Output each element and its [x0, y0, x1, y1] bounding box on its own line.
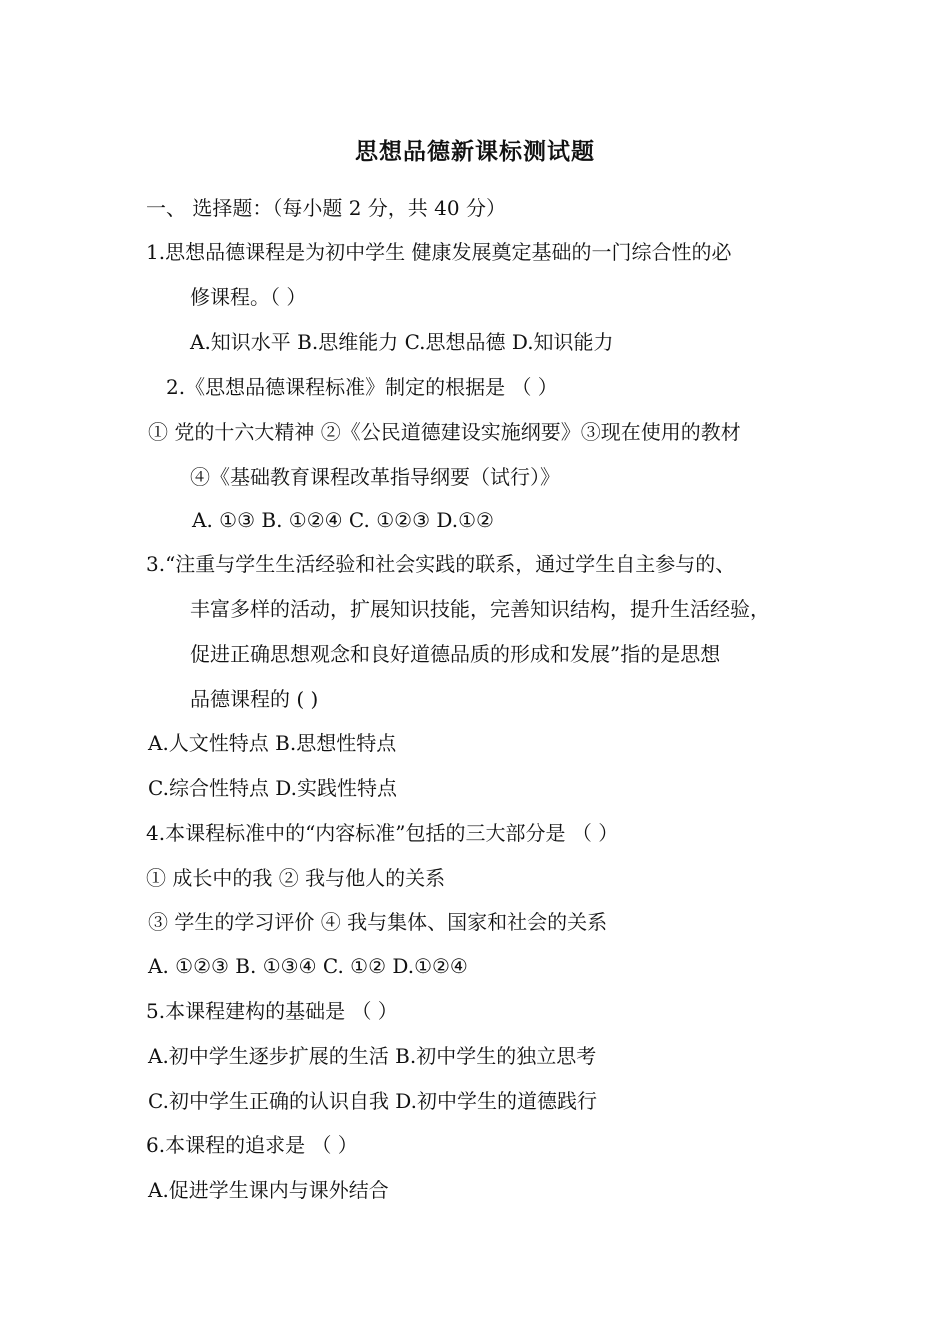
question-1-stem-cont: 修课程。（ ） [190, 285, 307, 309]
question-4-stem: 4.本课程标准中的“内容标准”包括的三大部分是 （ ） [146, 821, 619, 845]
question-4-items-1: ① 成长中的我 ② 我与他人的关系 [146, 866, 446, 890]
question-3-options-cd: C.综合性特点 D.实践性特点 [148, 776, 397, 800]
question-6-stem: 6.本课程的追求是 （ ） [146, 1133, 358, 1157]
question-5-options-ab: A.初中学生逐步扩展的生活 B.初中学生的独立思考 [148, 1044, 597, 1068]
question-2-stem: 2.《思想品德课程标准》制定的根据是 （ ） [166, 375, 558, 399]
question-3-stem: 3.“注重与学生生活经验和社会实践的联系，通过学生自主参与的、 [146, 552, 736, 576]
question-4-items-2: ③ 学生的学习评价 ④ 我与集体、国家和社会的关系 [148, 910, 608, 934]
question-3-stem-cont-1: 丰富多样的活动，扩展知识技能，完善知识结构，提升生活经验， [190, 597, 770, 621]
question-2-options: A. ①③ B. ①②④ C. ①②③ D.①② [192, 508, 494, 532]
question-3-stem-cont-3: 品德课程的 ( ) [190, 687, 319, 711]
question-3-options-ab: A.人文性特点 B.思想性特点 [148, 731, 397, 755]
question-1-options: A.知识水平 B.思维能力 C.思想品德 D.知识能力 [190, 330, 614, 354]
question-2-items-cont: ④《基础教育课程改革指导纲要（试行）》 [190, 465, 560, 489]
question-5-stem: 5.本课程建构的基础是 （ ） [146, 999, 398, 1023]
question-1-stem: 1.思想品德课程是为初中学生 健康发展奠定基础的一门综合性的必 [146, 240, 732, 264]
question-4-options: A. ①②③ B. ①③④ C. ①② D.①②④ [148, 954, 468, 978]
question-6-option-a: A.促进学生课内与课外结合 [148, 1178, 389, 1202]
question-3-stem-cont-2: 促进正确思想观念和良好道德品质的形成和发展”指的是思想 [190, 642, 721, 666]
question-2-items: ① 党的十六大精神 ②《公民道德建设实施纲要》③现在使用的教材 [148, 420, 741, 444]
page-title: 思想品德新课标测试题 [355, 138, 595, 165]
question-5-options-cd: C.初中学生正确的认识自我 D.初中学生的道德践行 [148, 1089, 597, 1113]
section-heading: 一、 选择题：（每小题 2 分，共 40 分） [146, 196, 506, 220]
